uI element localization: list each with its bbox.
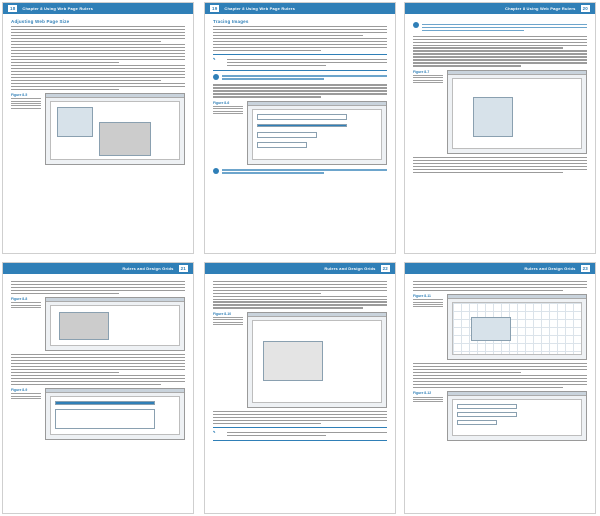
figure-label: Figure 8-11 <box>413 293 431 298</box>
page-number: 18 <box>10 6 16 11</box>
body-text <box>11 26 185 90</box>
book-page-3 <box>404 2 596 254</box>
figure-label: Figure 8-10 <box>213 311 232 316</box>
figure <box>413 70 587 154</box>
section-heading: Adjusting Web Page Size <box>11 19 70 24</box>
figure <box>11 93 185 165</box>
body-text <box>213 84 387 97</box>
screenshot <box>447 70 587 154</box>
page-header <box>205 3 395 14</box>
figure-label: Figure 8-12 <box>413 391 432 396</box>
body-text <box>213 411 387 424</box>
figure <box>213 312 387 408</box>
screenshot <box>45 93 185 165</box>
tip-box <box>413 22 587 33</box>
screenshot <box>447 391 587 441</box>
book-page-2 <box>204 2 396 254</box>
body-text <box>413 363 587 388</box>
cross-reference-icon <box>213 168 219 174</box>
figure-label: Figure 8-5 <box>11 93 28 98</box>
book-page-6 <box>404 262 596 514</box>
tip-icon <box>413 22 419 28</box>
figure-label: Figure 8-9 <box>11 388 28 393</box>
figure-label: Figure 8-7 <box>413 69 430 74</box>
cross-reference-icon <box>213 74 219 80</box>
page-number: 23 <box>582 266 588 271</box>
page-header <box>3 3 193 14</box>
screenshot <box>447 294 587 360</box>
page-header <box>405 3 595 14</box>
page-number: 21 <box>180 266 186 271</box>
page-header <box>3 263 193 274</box>
note-box <box>213 427 387 441</box>
figure <box>11 388 185 440</box>
body-text <box>213 281 387 309</box>
running-head: Chapter 8 Using Web Page Rulers <box>505 6 576 11</box>
screenshot <box>45 297 185 351</box>
page-number: 20 <box>582 6 588 11</box>
cross-reference <box>213 168 387 176</box>
body-text <box>413 157 587 173</box>
running-head: Rulers and Design Grids <box>524 266 576 271</box>
screenshot <box>247 101 387 165</box>
page-header <box>405 263 595 274</box>
cross-reference <box>213 74 387 82</box>
screenshot <box>247 312 387 408</box>
body-text <box>11 354 185 385</box>
running-head: Chapter 8 Using Web Page Rulers <box>22 6 93 11</box>
book-page-5 <box>204 262 396 514</box>
running-head: Rulers and Design Grids <box>122 266 174 271</box>
figure <box>413 294 587 360</box>
note-icon: ✎ <box>213 57 216 62</box>
running-head: Rulers and Design Grids <box>324 266 376 271</box>
body-text <box>11 281 185 294</box>
book-page-1 <box>2 2 194 254</box>
book-page-4 <box>2 262 194 514</box>
figure <box>413 391 587 441</box>
figure-label: Figure 8-8 <box>11 296 28 301</box>
body-text <box>213 26 387 51</box>
page-number: 19 <box>212 6 218 11</box>
figure-label: Figure 8-6 <box>213 100 230 105</box>
note-icon: ✎ <box>213 430 216 435</box>
figure <box>11 297 185 351</box>
screenshot <box>45 388 185 440</box>
body-text <box>413 281 587 291</box>
figure <box>213 101 387 165</box>
body-text <box>413 36 587 67</box>
page-header <box>205 263 395 274</box>
running-head: Chapter 8 Using Web Page Rulers <box>224 6 295 11</box>
page-number: 22 <box>382 266 388 271</box>
section-heading: Tracing Images <box>213 19 249 24</box>
note-box <box>213 54 387 71</box>
